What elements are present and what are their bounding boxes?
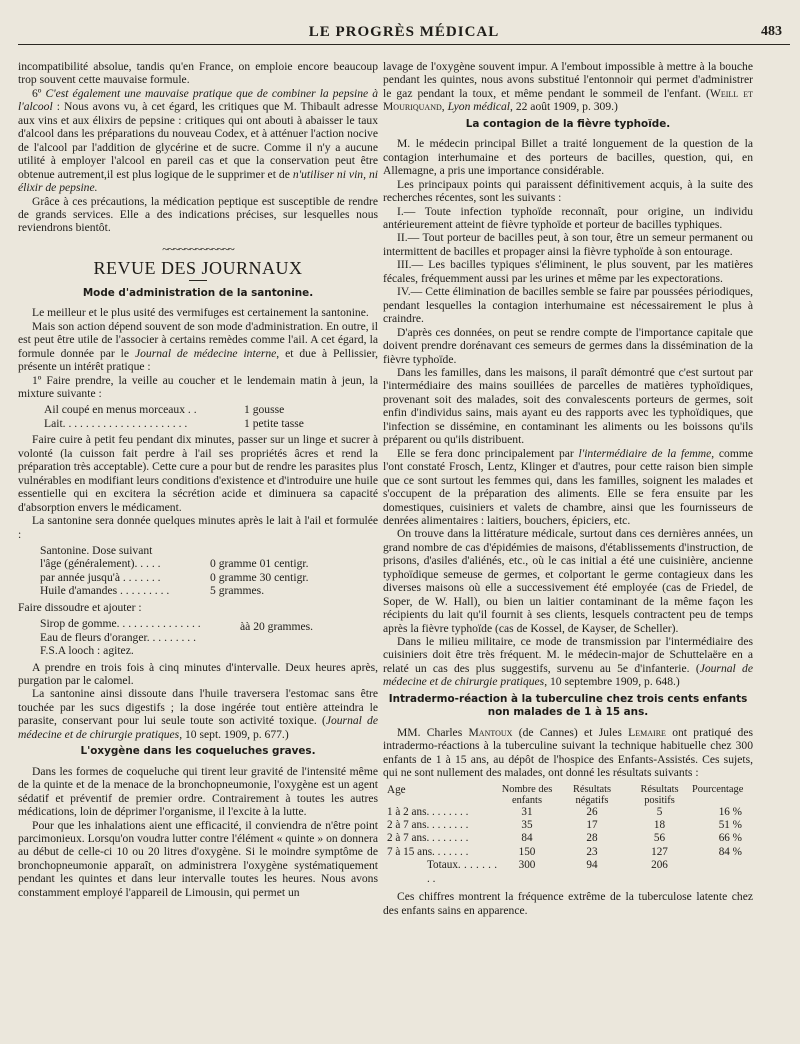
right-column — [383, 60, 753, 917]
separator-ornament: ~~~~~~~~~~~~~ — [162, 241, 234, 256]
paragraph: 1º Faire prendre, la veille au coucher et le lendemain matin à jeun, la mixture suivante : — [18, 373, 378, 400]
paragraph: Dans les familles, dans les maisons, il paraît démontré que c'est surtout par l'intermédiaire des mains souillées de parcelles de matières typhoïdiques, provenant soit des malades, soit des convalescents porteurs de germes, soit enfin d'individus sains, mais ayant eu des rapports avec les typhoïdiques, que l'infection se dissémine, en contaminant les aliments ou les boissons qu'ils préparent ou qu'ils distribuent. — [383, 365, 753, 447]
paragraph: Dans le milieu militaire, ce mode de transmission par l'intermédiaire des cuisiniers doit être très fréquent. M. le médecin-major de Schuttelaëre en a relaté un cas des plus suggestifs, survenu au 5e d'infanterie. (Journal de médecine et de chirurgie pratiques, 10 septembre 1909, p. 648.) — [383, 635, 753, 689]
paragraph: Mais son action dépend souvent de son mode d'administration. En outre, il est peut être utile de l'associer à certains remèdes comme l'ail. A cet égard, la formule donnée par le Journal de médecine interne, et due à Pellissier, présente un intérêt pratique : — [18, 319, 378, 374]
recipe-line: Lait. . . . . . . . . . . . . . . . . . . . . . 1 petite tasse — [44, 416, 304, 430]
paragraph: A prendre en trois fois à cinq minutes d'intervalle. Deux heures après, purgation par le calomel. — [18, 660, 378, 688]
dosage-line: Santonine. Dose suivant — [40, 543, 153, 557]
divider — [189, 280, 207, 281]
recipe-list — [44, 403, 378, 430]
section-title: REVUE DES JOURNAUX — [93, 258, 303, 279]
page-number: 483 — [761, 24, 782, 39]
left-column — [18, 60, 378, 899]
paragraph: Grâce à ces précautions, la médication peptique est susceptible de rendre de grands services. Elle a des indications précises, sur lesquelles nous reviendrons bientôt. — [18, 194, 378, 235]
paragraph: D'après ces données, on peut se rendre compte de l'importance capitale que doivent prendre dorénavant ces semeurs de germes dans la dissémination de la fièvre typhoïde. — [383, 325, 753, 366]
syrup-line: Sirop de gomme. . . . . . . . . . . . . . . — [40, 617, 201, 631]
paragraph: Dans les formes de coqueluche qui tirent leur gravité de l'intensité même de la quinte et de la menace de la bronchopneumonie, l'oxygène est un agent sédatif et préventif de premier ordre. Contrairement à toutes les autres médications, loin de déprimer l'organisme, il l'excite à la lutte. — [18, 764, 378, 819]
table-total-row: Totaux. . . . . . . . . 300 94 206 — [427, 859, 668, 885]
syrup-line: F.S.A looch : agitez. — [40, 644, 134, 658]
article-title: La contagion de la fièvre typhoïde. — [465, 117, 671, 130]
paragraph: Faire cuire à petit feu pendant dix minutes, passer sur un linge et sucrer à volonté (la cuisson fait perdre à l'ail ses propriétés âcres et rend la préparation très acceptable). Cette cure a pour but de rendre les parasites plus vulnérables en modifiant leurs conditions d'existence et d'introduire une huile essentielle qui en excitera la sécrétion acide et diminuera sa capacité d'absorption envers le médicament. — [18, 433, 378, 514]
journal-title: LE PROGRÈS MÉDICAL — [308, 24, 500, 40]
syrup-list — [40, 617, 378, 657]
table-row: 2 à 7 ans. . . . . . . . 84 28 56 66 % — [387, 832, 742, 845]
table-row: 2 à 7 ans. . . . . . . . 35 17 18 51 % — [387, 819, 742, 832]
paragraph: On trouve dans la littérature médicale, surtout dans ces dernières années, un grand nombre de cas d'épidémies de maisons, d'établissements d'instruction, de prisons, d'asiles d'aliénés, etc., où le cas initial a été une cuisinière, ancienne typhoïdique semeuse de germes, et colportant le germe contagieux dans les diverses maisons où elle a successivement été employée (cas de Friedel, de Soper, de W. Hall), ou bien un laitier contaminant de la même façon les récipients du lait qu'il fournit à ses clients, lesquels contractent peu de temps après la fièvre typhoïde (cas de Kossel, de Kayser, de Scheller). — [383, 527, 753, 635]
paragraph: Faire dissoudre et ajouter : — [18, 600, 142, 614]
paragraph: M. le médecin principal Billet a traité longuement de la question de la contagion interhumaine et des porteurs de bacilles, question, qui, en Allemagne, a pris une importance considérable. — [383, 137, 753, 178]
page-header — [18, 18, 790, 46]
table-header: Age Nombre des enfants Résultats négatifs Résultats positifs Pourcentage — [387, 783, 744, 806]
paragraph: Les principaux points qui paraissent définitivement acquis, à la suite des recherches récentes, sont les suivants : — [383, 177, 753, 205]
syrup-quantity: àà 20 grammes. — [240, 620, 314, 634]
paragraph: IV.— Cette élimination de bacilles semble se faire par poussées périodiques, pendant lesquelles la contagion interhumaine est nécessairement le plus à craindre. — [383, 285, 753, 326]
dosage-line: Huile d'amandes . . . . . . . . . 5 grammes. — [40, 584, 265, 598]
paragraph: La santonine sera donnée quelques minutes après le lait à l'ail et formulée : — [18, 514, 378, 541]
paragraph: incompatibilité absolue, tandis qu'en France, on emploie encore beaucoup trop souvent cette mauvaise formule. — [18, 60, 378, 87]
syrup-line: Eau de fleurs d'oranger. . . . . . . . . — [40, 630, 196, 644]
article-title: L'oxygène dans les coqueluches graves. — [80, 745, 316, 758]
table-row: 1 à 2 ans. . . . . . . . 31 26 5 16 % — [387, 805, 742, 818]
results-table — [387, 784, 742, 887]
paragraph: 6º C'est également une mauvaise pratique que de combiner la pepsine à l'alcool : Nous avons vu, à cet égard, les critiques que M. Thibault adresse aux vins et aux élixirs de pepsine : critiques qui ont abouti à abaisser le taux d'alcool dans les préparations du nouveau Codex, et à atténuer l'action nocive de l'alcool par l'addition de glycérine et de sucre. Comme il n'y a aucune utilité à employer l'alcool en pareil cas et que la conservation peut être obtenue autrement,il est plus logique de le supprimer et de n'utiliser ni vin, ni élixir de pepsine. — [18, 86, 379, 195]
article-title: Mode d'administration de la santonine. — [82, 286, 314, 299]
paragraph: Le meilleur et le plus usité des vermifuges est certainement la santonine. — [32, 306, 369, 320]
paragraph: Elle se fera donc principalement par l'intermédiaire de la femme, comme l'ont constaté Frosch, Lentz, Klinger et d'autres, pour cette raison bien simple que ce sont surtout les femmes qui, dans les familles, soignent les malades et s'occupent de la préparation des aliments. Elle se fera ensuite par les domestiques, cuisiniers et valets de chambre, ainsi que les fournisseurs de denrées alimentaires : laitiers, bouchers, épiciers, etc. — [383, 446, 754, 527]
paragraph: lavage de l'oxygène souvent impur. A l'embout impossible à mettre à la bouche pendant les quintes, nous avons substitué l'entonnoir qui permet d'administrer le gaz pendant la toux, et même pendant le sommeil de l'enfant. (Weill et Mouriquand, Lyon médical, 22 août 1909, p. 309.) — [383, 60, 753, 114]
paragraph: I.— Toute infection typhoïde reconnaît, pour origine, un individu antérieurement atteint de fièvre typhoïde et porteur de bacilles typhiques. — [383, 204, 753, 231]
dosage-line: l'âge (généralement). . . . . 0 gramme 01 centigr. — [40, 557, 309, 571]
recipe-line: Ail coupé en menus morceaux . . 1 gousse — [44, 403, 285, 417]
paragraph: Ces chiffres montrent la fréquence extrême de la tuberculose latente chez des enfants sains en apparence. — [383, 890, 753, 917]
article-title: Intradermo-réaction à la tuberculine chez trois cents enfants non malades de 1 à 15 ans. — [388, 692, 748, 719]
header-rule — [18, 44, 790, 45]
dosage-line: par année jusqu'à . . . . . . . 0 gramme 30 centigr. — [40, 570, 309, 584]
paragraph: II.— Tout porteur de bacilles peut, à son tour, être un semeur permanent ou intermittent de bacilles et propager ainsi la fièvre typhoïde à son entourage. — [383, 231, 753, 258]
table-row: 7 à 15 ans. . . . . . . 150 23 127 84 % — [387, 845, 742, 858]
paragraph: La santonine ainsi dissoute dans l'huile traversera l'estomac sans être touchée par les sucs digestifs ; la dose ingérée tout entière atteindra le parasite, conservant pour lui seule toute son activité toxique. (Journal de médecine et de chirurgie pratiques, 10 sept. 1909, p. 677.) — [18, 687, 378, 741]
paragraph: MM. Charles Mantoux (de Cannes) et Jules Lemaire ont pratiqué des intradermo-réactions à la tuberculine suivant la technique habituelle chez 300 enfants de 1 à 15 ans, au dépôt de l'hospice des Enfants-Assistés. Ces sujets, qui ne sont nullement des malades, ont donné les résultats suivants : — [383, 725, 754, 780]
paragraph: Pour que les inhalations aient une efficacité, il conviendra de n'être point parcimonieux. Lorsqu'on voudra lutter contre l'élément « quinte » on donnera au début de celle-ci 10 ou 20 litres d'oxygène. Si le moindre symptôme de bronchopneumonie apparaît, on administrera l'oxygène systématiquement pendant les quintes et dans leur intervalle toutes les heures. Nous avons constamment employé l'appareil de Limousin, qui permet un — [18, 818, 378, 899]
dosage-list — [40, 544, 378, 598]
paragraph: III.— Les bacilles typiques s'éliminent, le plus souvent, par les matières fécales, fréquemment aussi par les urines et même par les expectorations. — [383, 258, 753, 285]
